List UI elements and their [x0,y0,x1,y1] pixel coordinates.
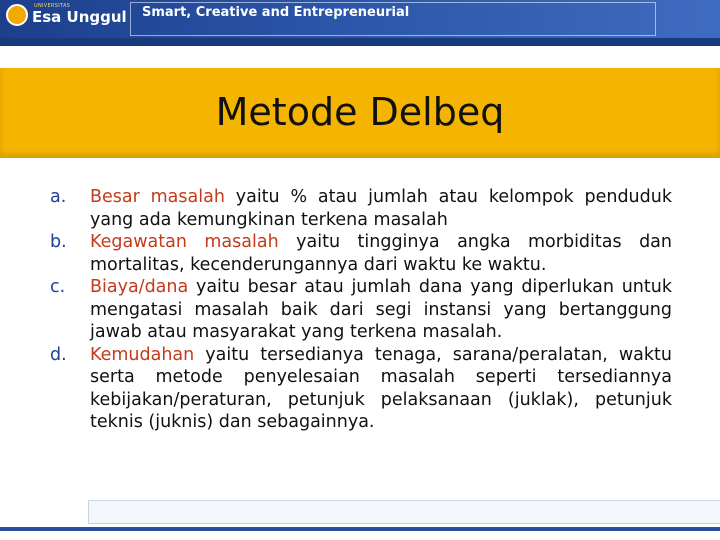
criteria-description: yaitu % atau jumlah atau kelompok penduduk yang ada kemungkinan terkena masalah [90,187,672,230]
criteria-description: yaitu tersedianya tenaga, sarana/peralatan, waktu serta metode penyelesaian masalah seperti tersediannya kebijakan/peraturan, petunjuk pelaksanaan (juklak), petunjuk teknis (juknis) dan sebagainnya. [90,344,672,432]
footer-line [0,527,720,531]
list-item [50,231,672,276]
criteria-description: yaitu besar atau jumlah dana yang diperlukan untuk mengatasi masalah baik dari segi instansi yang bertanggung jawab atau masyarakat yang terkena masalah. [90,277,672,342]
header-underline [0,38,720,46]
list-item [50,276,672,344]
list-item [50,186,672,231]
criteria-description: yaitu tingginya angka morbiditas dan mortalitas, kecenderungannya dari waktu ke waktu. [90,232,672,275]
list-item [50,344,672,434]
logo-small-text: UNIVERSITAS [34,3,71,9]
list-marker: a. [50,187,67,207]
list-marker: c. [50,277,66,297]
list-item-text [90,231,672,276]
list-item-text [90,276,672,344]
list-item-text [90,344,672,434]
footer-frame [88,500,720,524]
list-marker: b. [50,232,67,252]
criteria-term: Besar masalah [90,187,225,207]
header-banner [0,0,720,46]
tagline: Smart, Creative and Entrepreneurial [142,5,410,20]
list-item-text [90,186,672,231]
criteria-term: Biaya/dana [90,277,189,297]
logo-name: Esa Unggul [32,8,127,26]
criteria-term: Kemudahan [90,344,195,365]
list-marker: d. [50,344,67,365]
university-logo-icon [6,4,28,26]
criteria-list [50,186,672,434]
slide-title: Metode Delbeq [215,90,505,134]
criteria-term: Kegawatan masalah [90,232,279,252]
